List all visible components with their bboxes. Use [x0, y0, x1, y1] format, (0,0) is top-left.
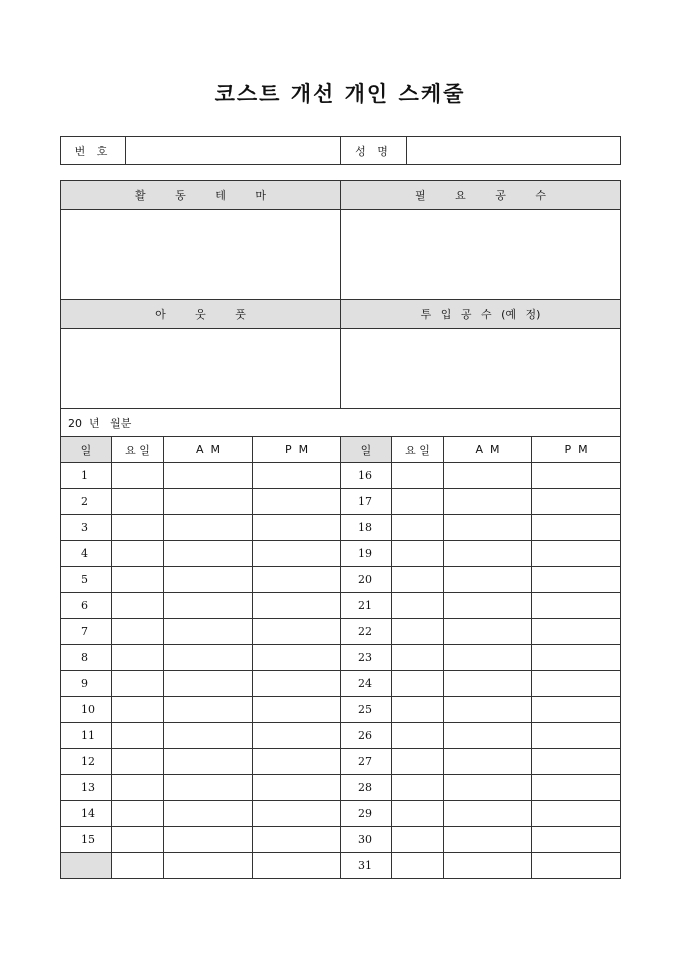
am-column-header: A M: [444, 437, 532, 463]
table-row: [61, 489, 621, 515]
am-cell[interactable]: [444, 645, 532, 671]
weekday-cell[interactable]: [112, 567, 164, 593]
weekday-cell[interactable]: [392, 619, 444, 645]
day-number: 18: [341, 515, 392, 541]
pm-cell[interactable]: [532, 775, 621, 801]
name-field[interactable]: [407, 137, 621, 165]
weekday-cell[interactable]: [112, 463, 164, 489]
table-row: [61, 593, 621, 619]
am-cell[interactable]: [164, 853, 253, 879]
am-cell[interactable]: [444, 593, 532, 619]
day-number: 27: [341, 749, 392, 775]
pm-cell[interactable]: [253, 515, 341, 541]
table-row: [61, 775, 621, 801]
weekday-cell[interactable]: [392, 801, 444, 827]
pm-cell[interactable]: [532, 827, 621, 853]
required-manhours-header: 필 요 공 수: [341, 181, 621, 210]
pm-cell[interactable]: [532, 541, 621, 567]
day-column-header: 일: [341, 437, 392, 463]
pm-cell[interactable]: [532, 697, 621, 723]
am-cell[interactable]: [444, 515, 532, 541]
pm-cell[interactable]: [253, 463, 341, 489]
am-cell[interactable]: [164, 723, 253, 749]
required-manhours-field[interactable]: [341, 210, 621, 300]
pm-cell[interactable]: [532, 853, 621, 879]
table-row: [61, 723, 621, 749]
table-row: [61, 541, 621, 567]
pm-cell[interactable]: [532, 645, 621, 671]
weekday-cell[interactable]: [392, 541, 444, 567]
weekday-cell[interactable]: [392, 853, 444, 879]
day-number: 1: [61, 463, 112, 489]
am-cell[interactable]: [164, 827, 253, 853]
am-cell[interactable]: [164, 541, 253, 567]
planned-manhours-header: 투 입 공 수 (예 정): [341, 300, 621, 329]
day-column-header: 일: [61, 437, 112, 463]
am-cell[interactable]: [444, 463, 532, 489]
weekday-cell[interactable]: [112, 697, 164, 723]
weekday-cell[interactable]: [112, 541, 164, 567]
am-cell[interactable]: [164, 515, 253, 541]
day-number: 25: [341, 697, 392, 723]
day-number: 6: [61, 593, 112, 619]
pm-cell[interactable]: [253, 593, 341, 619]
day-number: 28: [341, 775, 392, 801]
am-cell[interactable]: [444, 801, 532, 827]
pm-cell[interactable]: [532, 463, 621, 489]
am-cell[interactable]: [444, 697, 532, 723]
table-row: [61, 567, 621, 593]
day-number: 24: [341, 671, 392, 697]
pm-cell[interactable]: [253, 671, 341, 697]
weekday-cell[interactable]: [112, 645, 164, 671]
am-cell[interactable]: [164, 645, 253, 671]
pm-cell[interactable]: [253, 567, 341, 593]
weekday-cell[interactable]: [112, 775, 164, 801]
pm-cell[interactable]: [253, 619, 341, 645]
weekday-cell[interactable]: [392, 671, 444, 697]
day-number: 29: [341, 801, 392, 827]
day-number: 5: [61, 567, 112, 593]
day-number: 8: [61, 645, 112, 671]
weekday-cell[interactable]: [392, 567, 444, 593]
info-table: [60, 136, 621, 165]
day-number: 10: [61, 697, 112, 723]
day-number: [61, 853, 112, 879]
weekday-cell[interactable]: [392, 697, 444, 723]
weekday-cell[interactable]: [112, 671, 164, 697]
table-row: [61, 801, 621, 827]
weekday-cell[interactable]: [392, 645, 444, 671]
weekday-cell[interactable]: [392, 723, 444, 749]
pm-cell[interactable]: [532, 749, 621, 775]
am-cell[interactable]: [444, 749, 532, 775]
am-cell[interactable]: [444, 567, 532, 593]
day-number: 3: [61, 515, 112, 541]
pm-cell[interactable]: [532, 619, 621, 645]
weekday-cell[interactable]: [392, 749, 444, 775]
am-cell[interactable]: [164, 567, 253, 593]
weekday-cell[interactable]: [392, 463, 444, 489]
weekday-cell[interactable]: [392, 775, 444, 801]
day-number: 2: [61, 489, 112, 515]
weekday-cell[interactable]: [112, 515, 164, 541]
pm-cell[interactable]: [532, 567, 621, 593]
am-cell[interactable]: [164, 489, 253, 515]
am-column-header: A M: [164, 437, 253, 463]
day-number: 16: [341, 463, 392, 489]
pm-column-header: P M: [253, 437, 341, 463]
pm-cell[interactable]: [253, 645, 341, 671]
day-number: 23: [341, 645, 392, 671]
am-cell[interactable]: [444, 671, 532, 697]
am-cell[interactable]: [164, 749, 253, 775]
name-label: 성 명: [341, 137, 407, 165]
weekday-cell[interactable]: [112, 801, 164, 827]
table-row: [61, 671, 621, 697]
weekday-cell[interactable]: [112, 593, 164, 619]
am-cell[interactable]: [444, 827, 532, 853]
pm-cell[interactable]: [532, 515, 621, 541]
table-row: [61, 463, 621, 489]
pm-cell[interactable]: [253, 489, 341, 515]
am-cell[interactable]: [164, 671, 253, 697]
pm-cell[interactable]: [253, 775, 341, 801]
pm-cell[interactable]: [253, 827, 341, 853]
planned-manhours-field[interactable]: [341, 329, 621, 409]
table-row: [61, 827, 621, 853]
pm-cell[interactable]: [253, 541, 341, 567]
day-number: 12: [61, 749, 112, 775]
am-cell[interactable]: [444, 723, 532, 749]
day-number: 11: [61, 723, 112, 749]
weekday-cell[interactable]: [112, 827, 164, 853]
day-number: 9: [61, 671, 112, 697]
day-number: 19: [341, 541, 392, 567]
day-number: 26: [341, 723, 392, 749]
day-number: 31: [341, 853, 392, 879]
weekday-column-header: 요 일: [392, 437, 444, 463]
weekday-cell[interactable]: [112, 853, 164, 879]
number-label: 번 호: [61, 137, 126, 165]
day-number: 22: [341, 619, 392, 645]
am-cell[interactable]: [444, 619, 532, 645]
page-title: 코스트 개선 개인 스케줄: [214, 81, 466, 106]
table-row: [61, 645, 621, 671]
weekday-cell[interactable]: [392, 515, 444, 541]
day-number: 20: [341, 567, 392, 593]
output-header: 아 웃 풋: [61, 300, 341, 329]
pm-cell[interactable]: [532, 593, 621, 619]
pm-cell[interactable]: [532, 801, 621, 827]
output-field[interactable]: [61, 329, 341, 409]
weekday-cell[interactable]: [112, 489, 164, 515]
day-number: 4: [61, 541, 112, 567]
day-number: 15: [61, 827, 112, 853]
pm-cell[interactable]: [253, 697, 341, 723]
pm-cell[interactable]: [532, 671, 621, 697]
weekday-cell[interactable]: [112, 749, 164, 775]
day-number: 30: [341, 827, 392, 853]
weekday-cell[interactable]: [112, 723, 164, 749]
table-row: [61, 853, 621, 879]
day-number: 21: [341, 593, 392, 619]
pm-column-header: P M: [532, 437, 621, 463]
table-row: [61, 619, 621, 645]
pm-cell[interactable]: [253, 853, 341, 879]
pm-cell[interactable]: [253, 801, 341, 827]
day-number: 14: [61, 801, 112, 827]
day-number: 13: [61, 775, 112, 801]
table-row: [61, 749, 621, 775]
table-row: [61, 697, 621, 723]
am-cell[interactable]: [444, 489, 532, 515]
number-field[interactable]: [126, 137, 341, 165]
day-number: 17: [341, 489, 392, 515]
table-row: [61, 515, 621, 541]
pm-cell[interactable]: [532, 489, 621, 515]
am-cell[interactable]: [164, 593, 253, 619]
activity-theme-header: 활 동 테 마: [61, 181, 341, 210]
am-cell[interactable]: [444, 853, 532, 879]
weekday-cell[interactable]: [392, 827, 444, 853]
pm-cell[interactable]: [253, 723, 341, 749]
schedule-table: [60, 180, 621, 879]
am-cell[interactable]: [164, 697, 253, 723]
pm-cell[interactable]: [253, 749, 341, 775]
activity-theme-field[interactable]: [61, 210, 341, 300]
am-cell[interactable]: [444, 541, 532, 567]
am-cell[interactable]: [444, 775, 532, 801]
pm-cell[interactable]: [532, 723, 621, 749]
weekday-cell[interactable]: [392, 593, 444, 619]
weekday-column-header: 요 일: [112, 437, 164, 463]
day-number: 7: [61, 619, 112, 645]
weekday-cell[interactable]: [392, 489, 444, 515]
am-cell[interactable]: [164, 463, 253, 489]
weekday-cell[interactable]: [112, 619, 164, 645]
month-label: 20 년 월분: [61, 409, 621, 437]
am-cell[interactable]: [164, 775, 253, 801]
am-cell[interactable]: [164, 619, 253, 645]
am-cell[interactable]: [164, 801, 253, 827]
